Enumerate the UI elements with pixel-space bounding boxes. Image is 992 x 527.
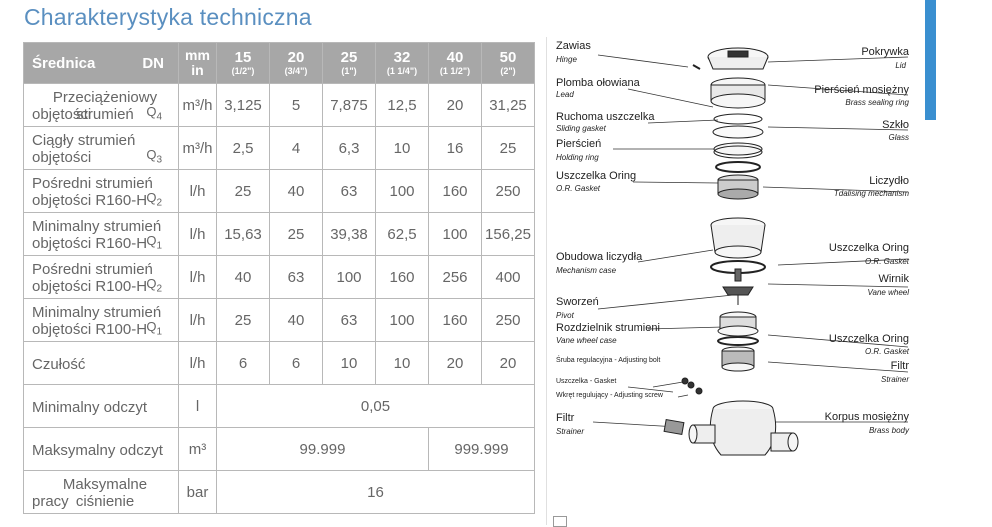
cell: 31,25	[482, 84, 535, 127]
row-unit: m³/h	[179, 127, 217, 170]
cell: 999.999	[429, 428, 535, 471]
label-strainer-right: Filtr	[890, 360, 909, 372]
cell: 3,125	[217, 84, 270, 127]
label-oring-gasket-en: O.R. Gasket	[556, 184, 601, 193]
label-mechanism-case: Obudowa liczydła	[556, 251, 643, 263]
label-glass-en: Glass	[888, 133, 909, 142]
cell: 10	[323, 342, 376, 385]
cell: 20	[482, 342, 535, 385]
label-brass-body: Korpus mosiężny	[824, 411, 909, 423]
cell: 100	[376, 170, 429, 213]
row-unit: bar	[179, 471, 217, 514]
cell: 100	[323, 256, 376, 299]
spec-table	[23, 42, 535, 514]
header-srednica: Średnica DN	[24, 43, 179, 84]
label-strainer-left-en: Strainer	[556, 427, 585, 436]
label-lead-en: Lead	[556, 90, 574, 99]
page-marker-icon	[553, 516, 567, 527]
label-oring-gasket: Uszczelka Oring	[556, 170, 637, 182]
divider	[546, 37, 547, 525]
cell: 100	[376, 299, 429, 342]
table-row	[24, 342, 535, 385]
label-lid-en: Lid	[895, 61, 906, 70]
table-row	[24, 170, 535, 213]
label-pivot: Sworzeń	[556, 296, 599, 308]
row-label: Minimalny odczyt	[24, 385, 179, 428]
label-lid: Pokrywka	[861, 46, 909, 58]
header-row	[24, 43, 535, 84]
table-row	[24, 256, 535, 299]
row-unit: m³	[179, 428, 217, 471]
row-label: Pośredni strumień objętości R160-H $Q_2$	[24, 170, 179, 213]
cell: 250	[482, 170, 535, 213]
label-hinge: Zawias	[556, 40, 591, 52]
header-size: 50 (2")	[482, 43, 535, 84]
row-label: Maksymalny odczyt	[24, 428, 179, 471]
label-brass-body-en: Brass body	[868, 426, 909, 435]
cell: 0,05	[217, 385, 535, 428]
table-row	[24, 428, 535, 471]
cell: 40	[217, 256, 270, 299]
page-title: Charakterystyka techniczna	[24, 4, 312, 30]
cell: 12,5	[376, 84, 429, 127]
cell: 10	[376, 127, 429, 170]
label-holding-ring: Pierścień	[556, 138, 602, 150]
row-label: Minimalny strumień objętości R100-H $Q_1$	[24, 299, 179, 342]
cell: 63	[323, 299, 376, 342]
header-size: 15 (1/2")	[217, 43, 270, 84]
label-vane-wheel-case-en: Vane wheel case	[556, 336, 617, 345]
header-size: 32 (1 1/4")	[376, 43, 429, 84]
cell: 160	[376, 256, 429, 299]
label-totalising: Liczydło	[869, 175, 909, 187]
label-brass-ring: Pierścień mosiężny	[814, 84, 909, 96]
cell: 63	[270, 256, 323, 299]
table-row	[24, 385, 535, 428]
label-strainer-right-en: Strainer	[880, 375, 909, 384]
label-adjusting-bolt: Śruba regulacyjna - Adjusting bolt	[556, 357, 661, 364]
cell: 20	[429, 84, 482, 127]
cell: 100	[429, 213, 482, 256]
cell: 160	[429, 170, 482, 213]
row-unit: m³/h	[179, 84, 217, 127]
row-label: Minimalny strumień objętości R160-H $Q_1$	[24, 213, 179, 256]
table-row	[24, 127, 535, 170]
label-vane-wheel-case: Rozdzielnik strumieni	[556, 322, 660, 334]
cell: 25	[270, 213, 323, 256]
row-unit: l/h	[179, 256, 217, 299]
cell: 160	[429, 299, 482, 342]
cell: 16	[429, 127, 482, 170]
accent-bar	[925, 0, 936, 120]
label-mechanism-case-en: Mechanism case	[556, 266, 617, 275]
label-hinge-en: Hinge	[556, 55, 577, 64]
cell: 250	[482, 299, 535, 342]
label-pivot-en: Pivot	[556, 311, 574, 320]
cell: 156,25	[482, 213, 535, 256]
row-label: Czułość	[24, 342, 179, 385]
label-sliding-gasket: Ruchoma uszczelka	[556, 111, 655, 123]
cell: 25	[217, 170, 270, 213]
cell: 39,38	[323, 213, 376, 256]
cell: 6	[217, 342, 270, 385]
label-brass-ring-en: Brass sealing ring	[845, 98, 909, 107]
label-strainer-left: Filtr	[556, 412, 575, 424]
row-unit: l/h	[179, 299, 217, 342]
label-gasket: Uszczelka - Gasket	[556, 378, 617, 385]
cell: 2,5	[217, 127, 270, 170]
header-size: 25 (1")	[323, 43, 376, 84]
cell: 6,3	[323, 127, 376, 170]
label-totalising-en: Tdalising mechanism	[833, 189, 909, 198]
cell: 62,5	[376, 213, 429, 256]
cell: 5	[270, 84, 323, 127]
table-row	[24, 84, 535, 127]
label-glass: Szkło	[882, 119, 909, 131]
label-vane-wheel: Wirnik	[878, 273, 909, 285]
cell: 20	[429, 342, 482, 385]
cell: 40	[270, 170, 323, 213]
cell: 7,875	[323, 84, 376, 127]
cell: 16	[217, 471, 535, 514]
table-row	[24, 299, 535, 342]
label-adjusting-screw: Wkręt regulujący - Adjusting screw	[556, 392, 663, 399]
cell: 25	[482, 127, 535, 170]
label-oring-2-en: O.R. Gasket	[864, 257, 909, 266]
row-unit: l/h	[179, 213, 217, 256]
row-label: Maksymalne ciśnienie pracy	[24, 471, 179, 514]
cell: 6	[270, 342, 323, 385]
header-size: 40 (1 1/2")	[429, 43, 482, 84]
row-label: Ciągły strumień objętości $Q_3$	[24, 127, 179, 170]
label-oring-2: Uszczelka Oring	[828, 242, 909, 254]
row-label: Pośredni strumień objętości R100-H $Q_2$	[24, 256, 179, 299]
table-row	[24, 213, 535, 256]
cell: 40	[270, 299, 323, 342]
row-unit: l	[179, 385, 217, 428]
label-oring-3: Uszczelka Oring	[828, 333, 909, 345]
cell: 400	[482, 256, 535, 299]
header-unit: mm in	[179, 43, 217, 84]
row-unit: l/h	[179, 342, 217, 385]
cell: 10	[376, 342, 429, 385]
cell: 4	[270, 127, 323, 170]
header-size: 20 (3/4")	[270, 43, 323, 84]
cell: 15,63	[217, 213, 270, 256]
label-vane-wheel-en: Vane wheel	[867, 288, 909, 297]
row-label: Przeciążeniowy strumień objętości $Q_4$	[24, 84, 179, 127]
cell: 25	[217, 299, 270, 342]
cell: 63	[323, 170, 376, 213]
label-sliding-gasket-en: Sliding gasket	[556, 124, 606, 133]
label-holding-ring-en: Holding ring	[556, 153, 599, 162]
table-row	[24, 471, 535, 514]
cell: 99.999	[217, 428, 429, 471]
label-lead: Plomba ołowiana	[556, 77, 640, 89]
label-oring-3-en: O.R. Gasket	[864, 347, 909, 356]
cell: 256	[429, 256, 482, 299]
row-unit: l/h	[179, 170, 217, 213]
